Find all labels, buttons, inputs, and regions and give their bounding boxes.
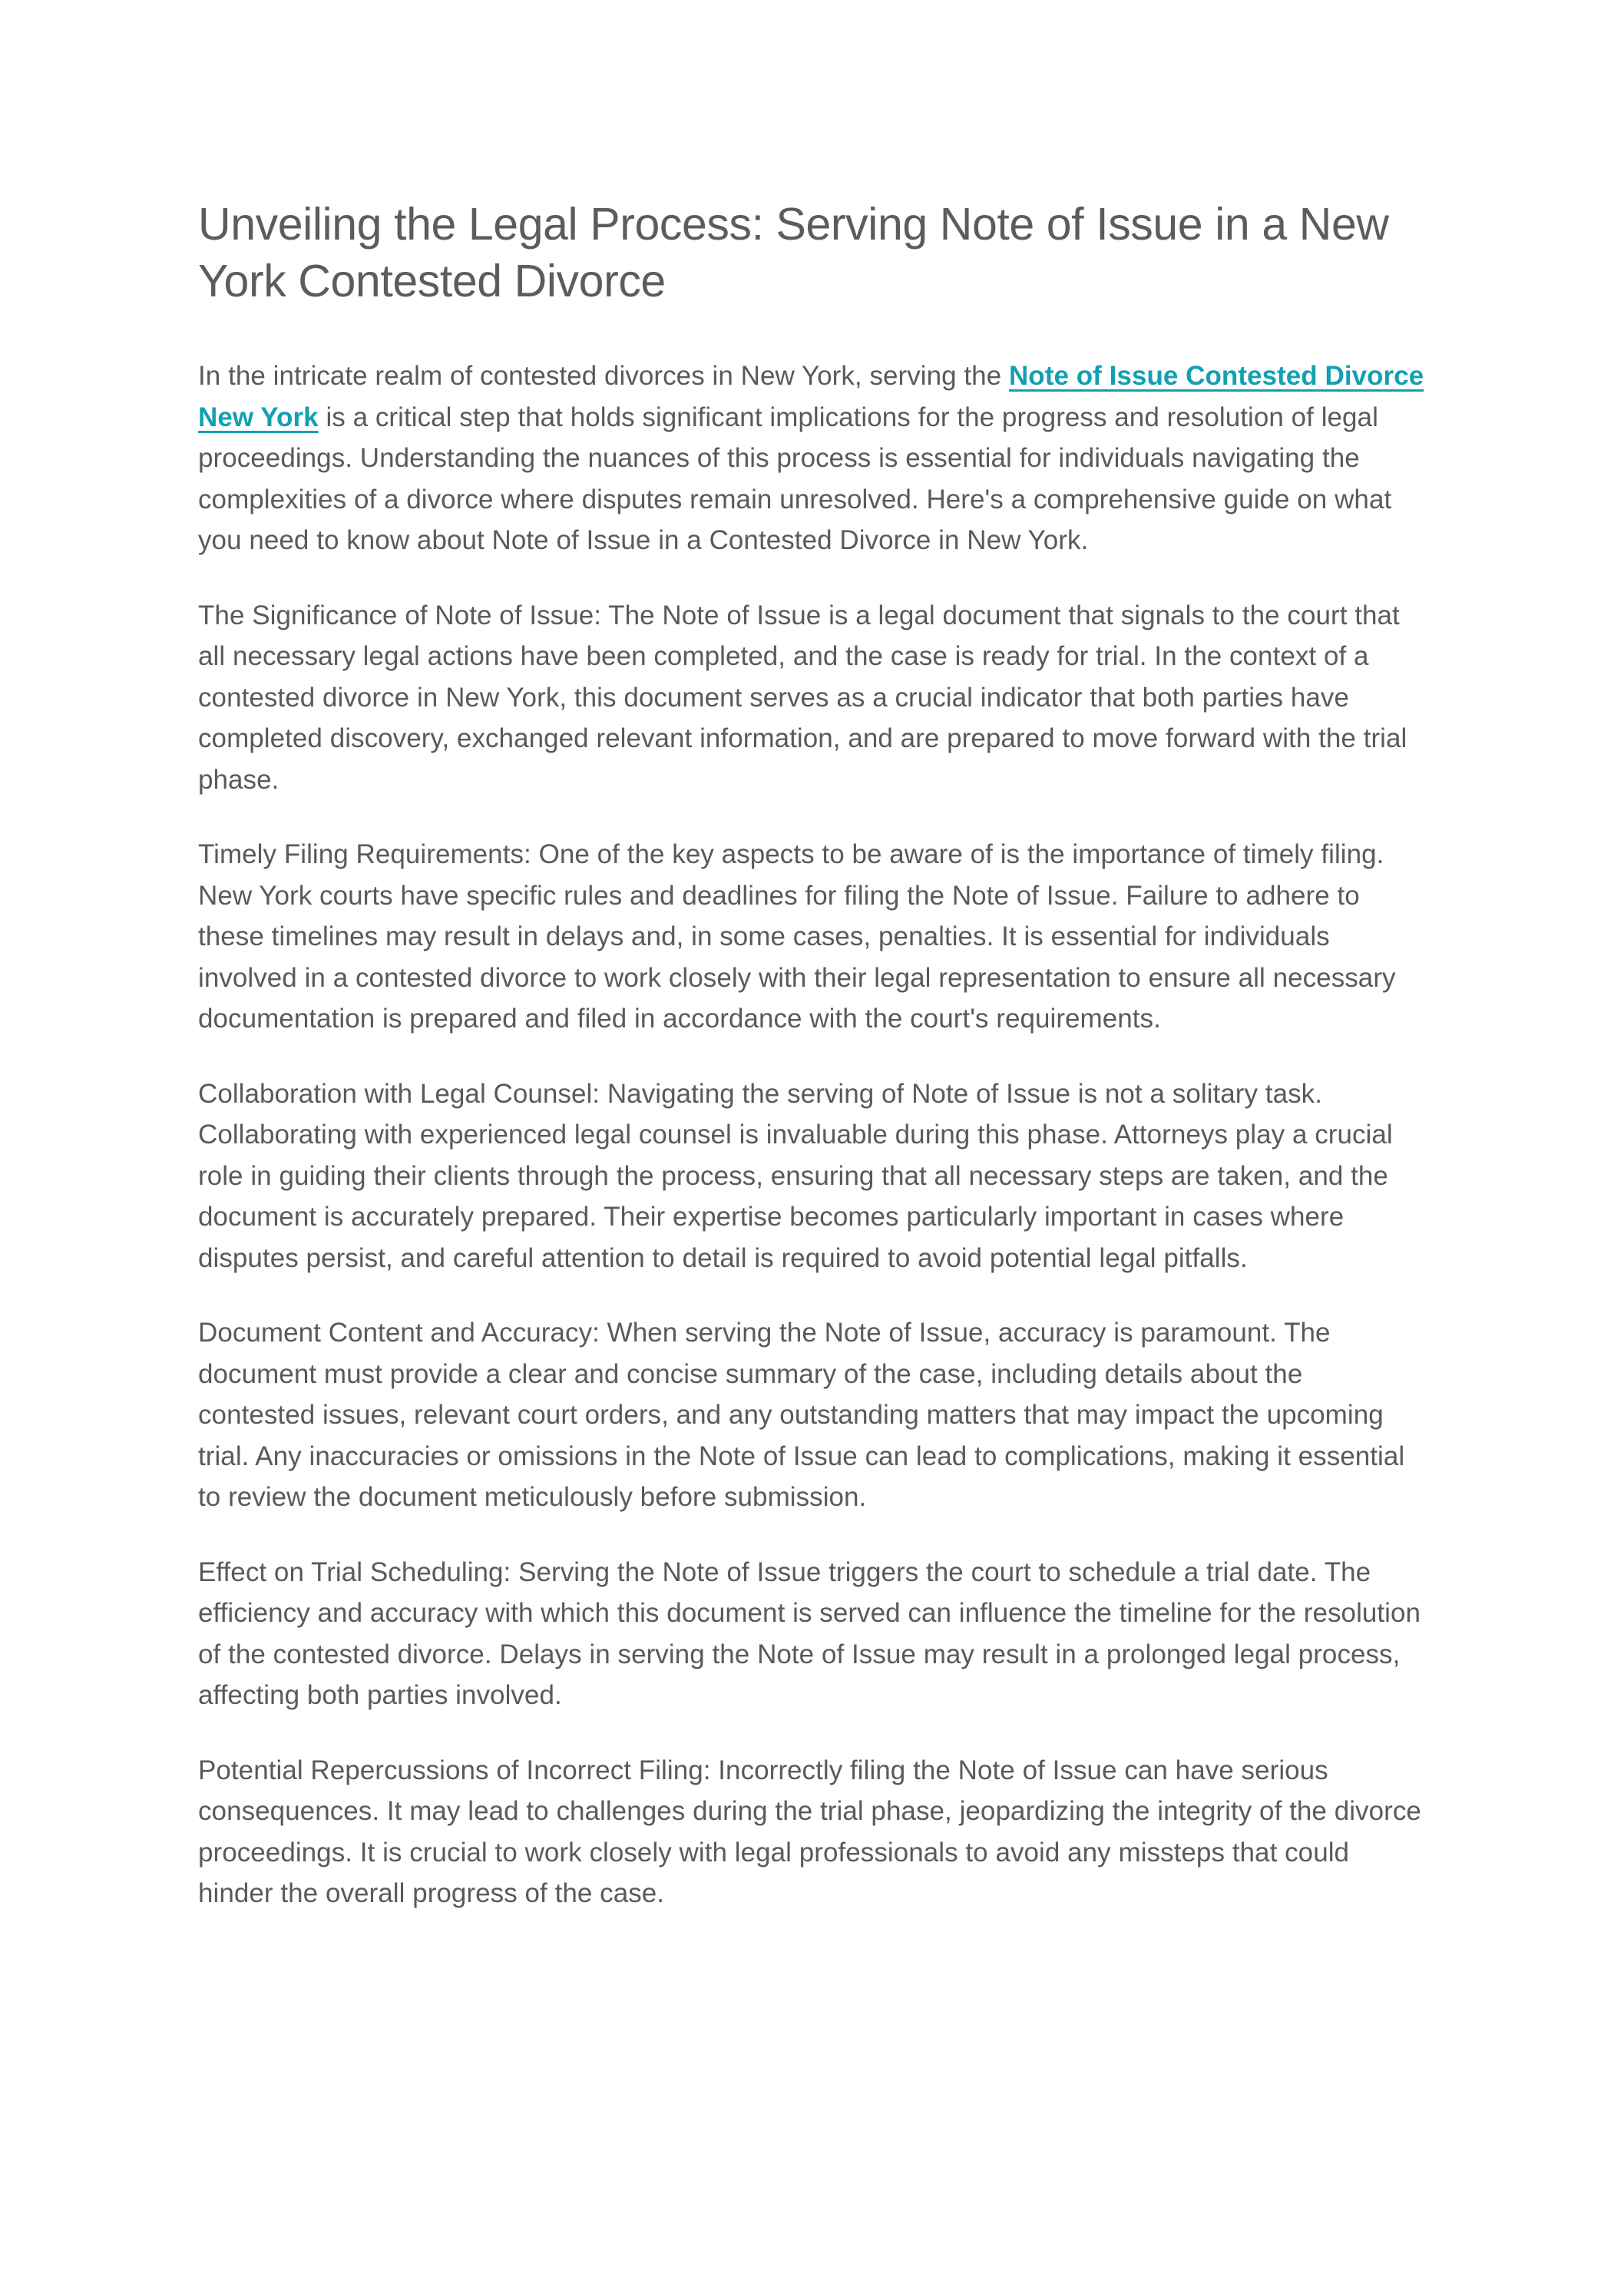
paragraph-collaboration: Collaboration with Legal Counsel: Navigating the serving of Note of Issue is not a solitary task. Collaborating with experienced legal counsel is invaluable during this phase. Attorneys play a crucial role in guiding their clients through the process, ensuring that all necessary steps are taken, and the document is accurately prepared. Their expertise becomes particularly important in cases where disputes persist, and careful attention to detail is required to avoid potential legal pitfalls. — [198, 1078, 1393, 1273]
paragraph-intro — [198, 356, 1427, 561]
paragraph-intro-lead-text: In the intricate realm of contested divorces in New York, serving the — [198, 361, 1009, 391]
article — [198, 196, 1427, 1914]
page-title: Unveiling the Legal Process: Serving Note of Issue in a New York Contested Divorce — [198, 199, 1389, 306]
paragraph-significance: The Significance of Note of Issue: The Note of Issue is a legal document that signals to the court that all necessary legal actions have been completed, and the case is ready for trial. In the context of a contested divorce in New York, this document serves as a crucial indicator that both parties have completed discovery, exchanged relevant information, and are prepared to move forward with the trial phase. — [198, 600, 1407, 795]
paragraph-repercussions: Potential Repercussions of Incorrect Filing: Incorrectly filing the Note of Issue can have serious consequences. It may lead to challenges during the trial phase, jeopardizing the integrity of the divorce proceedings. It is crucial to work closely with legal professionals to avoid any missteps that could hinder the overall progress of the case. — [198, 1755, 1421, 1908]
paragraph-document-content: Document Content and Accuracy: When serving the Note of Issue, accuracy is paramount. The document must provide a clear and concise summary of the case, including details about the contested issues, relevant court orders, and any outstanding matters that may impact the upcoming trial. Any inaccuracies or omissions in the Note of Issue can lead to complications, making it essential to review the document meticulously before submission. — [198, 1318, 1405, 1512]
note-of-issue-contested-divorce-new-york-link[interactable]: Note of Issue Contested Divorce New York — [198, 361, 1424, 432]
paragraph-intro-trailing-text: is a critical step that holds significant implications for the progress and resolution of legal proceedings. Understanding the nuances of this process is essential for individuals navigating the complexities of a divorce where disputes remain unresolved. Here's a comprehensive guide on what you need to know about Note of Issue in a Contested Divorce in New York. — [198, 402, 1392, 555]
paragraph-trial-scheduling: Effect on Trial Scheduling: Serving the Note of Issue triggers the court to schedule a trial date. The efficiency and accuracy with which this document is served can influence the timeline for the resolution of the contested divorce. Delays in serving the Note of Issue may result in a prolonged legal process, affecting both parties involved. — [198, 1557, 1421, 1710]
paragraph-timely-filing: Timely Filing Requirements: One of the key aspects to be aware of is the importance of timely filing. New York courts have specific rules and deadlines for filing the Note of Issue. Failure to adhere to these timelines may result in delays and, in some cases, penalties. It is essential for individuals involved in a contested divorce to work closely with their legal representation to ensure all necessary documentation is prepared and filed in accordance with the court's requirements. — [198, 839, 1396, 1034]
article-body — [198, 356, 1427, 1914]
